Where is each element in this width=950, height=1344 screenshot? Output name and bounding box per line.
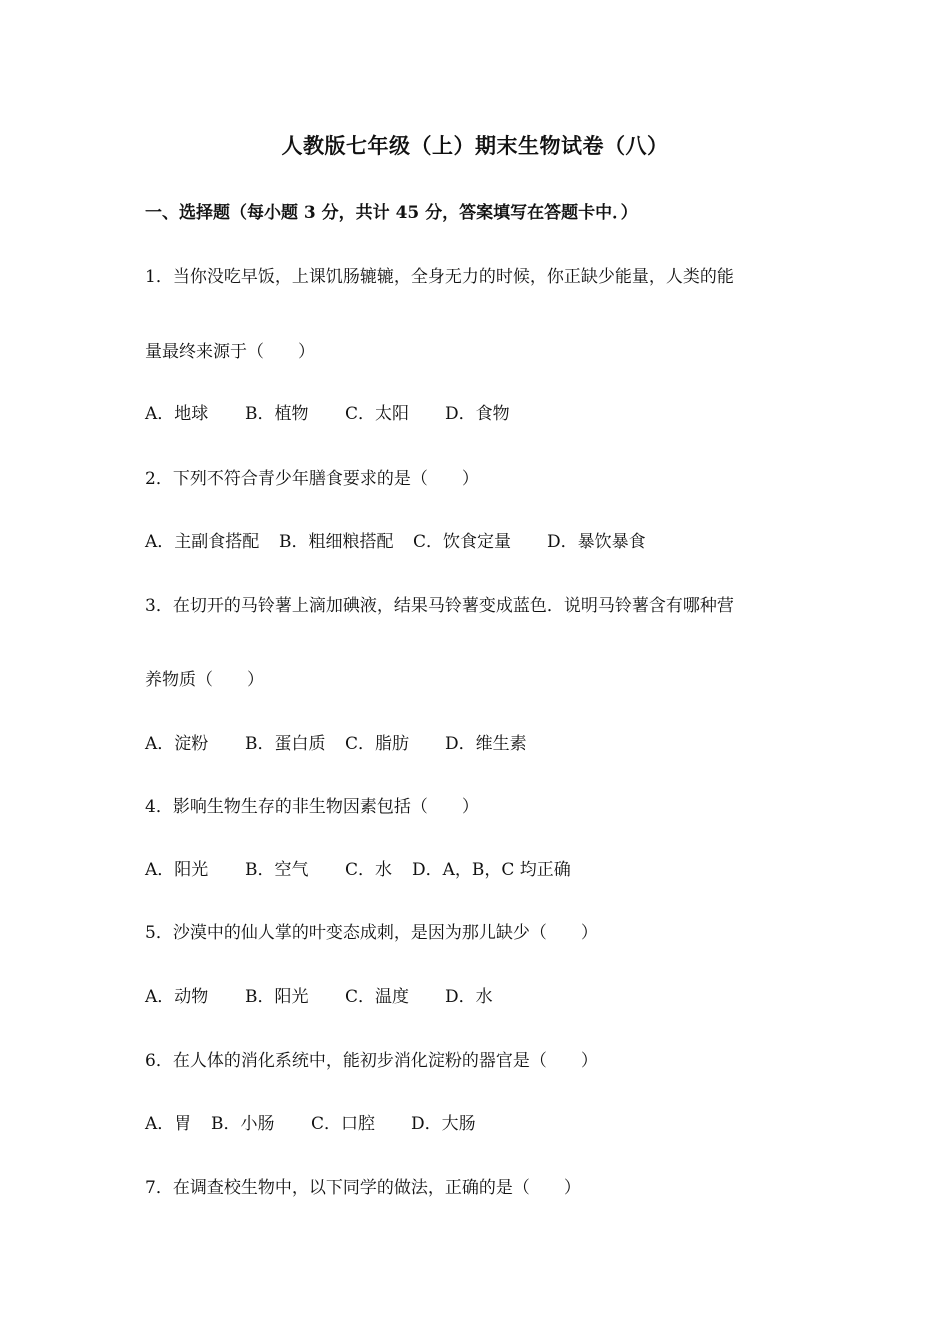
question-7-line-1: 7．在调查校生物中，以下同学的做法，正确的是（ ） xyxy=(145,1178,581,1198)
exam-title: 人教版七年级（上）期末生物试卷（八） xyxy=(281,133,669,158)
question-4-option-a: A．阳光 xyxy=(145,860,209,880)
question-4-option-b: B．空气 xyxy=(245,860,309,880)
question-6-option-a: A．胃 xyxy=(145,1114,192,1134)
question-6-line-1: 6．在人体的消化系统中，能初步消化淀粉的器官是（ ） xyxy=(145,1051,598,1071)
question-3-option-d: D．维生素 xyxy=(445,734,527,754)
question-3-line-2: 养物质（ ） xyxy=(145,670,264,690)
question-4-line-1: 4．影响生物生存的非生物因素包括（ ） xyxy=(145,797,479,817)
question-2-option-b: B．粗细粮搭配 xyxy=(279,532,394,552)
question-4-option-d: D．A，B，C 均正确 xyxy=(412,860,571,880)
question-5-option-c: C．温度 xyxy=(345,987,410,1007)
question-2-line-1: 2．下列不符合青少年膳食要求的是（ ） xyxy=(145,469,479,489)
question-4-option-c: C．水 xyxy=(345,860,393,880)
question-6-option-d: D．大肠 xyxy=(411,1114,476,1134)
question-5-line-1: 5．沙漠中的仙人掌的叶变态成刺，是因为那儿缺少（ ） xyxy=(145,923,598,943)
question-3-line-1: 3．在切开的马铃薯上滴加碘液，结果马铃薯变成蓝色．说明马铃薯含有哪种营 xyxy=(145,596,734,616)
section-heading: 一、选择题（每小题 3 分，共计 45 分，答案填写在答题卡中．） xyxy=(145,203,638,223)
question-6-option-b: B．小肠 xyxy=(211,1114,275,1134)
question-2-option-c: C．饮食定量 xyxy=(413,532,512,552)
question-5-option-d: D．水 xyxy=(445,987,493,1007)
question-5-option-a: A．动物 xyxy=(145,987,209,1007)
question-1-line-1: 1．当你没吃早饭，上课饥肠辘辘，全身无力的时候，你正缺少能量，人类的能 xyxy=(145,267,734,287)
question-1-option-b: B．植物 xyxy=(245,404,309,424)
question-5-option-b: B．阳光 xyxy=(245,987,309,1007)
question-1-line-2: 量最终来源于（ ） xyxy=(145,342,315,362)
question-2-option-a: A．主副食搭配 xyxy=(145,532,260,552)
question-1-option-c: C．太阳 xyxy=(345,404,410,424)
question-3-option-c: C．脂肪 xyxy=(345,734,410,754)
question-2-option-d: D．暴饮暴食 xyxy=(547,532,646,552)
question-6-option-c: C．口腔 xyxy=(311,1114,376,1134)
question-3-option-a: A．淀粉 xyxy=(145,734,209,754)
question-1-option-a: A．地球 xyxy=(145,404,209,424)
question-1-option-d: D．食物 xyxy=(445,404,510,424)
question-3-option-b: B．蛋白质 xyxy=(245,734,326,754)
